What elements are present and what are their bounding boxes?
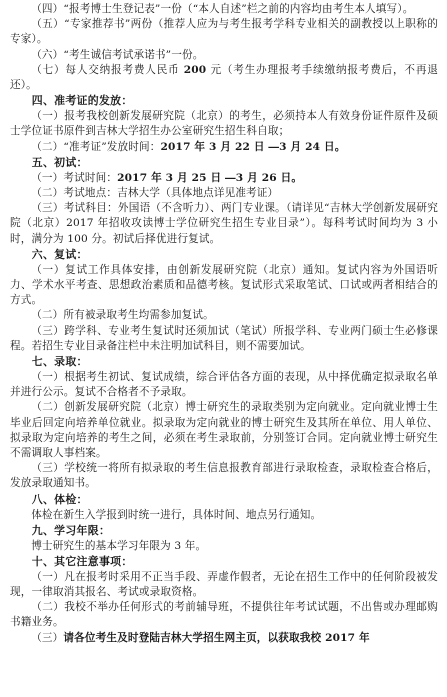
para-item-5: （五）“专家推荐书”两份（推荐人应为与考生报考学科专业相关的副教授以上职称的专家）。	[10, 18, 438, 46]
para-text: （二）“准考证”发放时间：	[31, 140, 161, 153]
para-retest-2: （二）所有被录取考生均需参加复试。	[31, 309, 214, 322]
section-heading-8: 八、体检：	[31, 492, 88, 506]
para-item-6: （六）“考生诚信考试承诺书”一份。	[31, 48, 204, 61]
para-item-7	[10, 63, 438, 93]
para-admission-2	[10, 140, 438, 155]
para-item-4: （四）“报考博士生登记表”一份（“本人自述”栏之前的内容均由考生本人填写）。	[31, 3, 414, 15]
section-heading-4: 四、准考证的发放：	[31, 94, 133, 108]
para-enroll-2: （二）创新发展研究院（北京）博士研究生的录取类别为定向就业。定向就业博士生毕业后回定向培养单位就业。拟录取为定向就业的博士研究生及其所在单位、用人单位、拟录取为定向培养的考生之间，必须在考生录取前，分别签订合同。定向就业博士研究生不需调取人事档案。	[10, 401, 438, 459]
para-exam-time	[10, 171, 438, 186]
para-duration: 博士研究生的基本学习年限为 3 年。	[31, 539, 207, 552]
section-heading-9: 九、学习年限：	[31, 523, 111, 537]
para-notes-1: （一）凡在报考时采用不正当手段、弄虚作假者，无论在招生工作中的任何阶段被发现，一律取消其报名、考试或录取资格。	[10, 570, 438, 599]
section-heading-7: 七、录取：	[31, 355, 88, 369]
para-text: （一）考试时间：	[31, 171, 118, 184]
para-exam-place: （二）考试地点：吉林大学（具体地点详见准考证）	[31, 186, 279, 199]
para-notes-2: （二）我校不举办任何形式的考前辅导班，不提供往年考试试题，不出售或办理邮购书籍业务。	[10, 601, 438, 629]
para-enroll-3: （三）学校统一将所有拟录取的考生信息报教育部进行录取检查，录取检查合格后，发放录取通知书。	[10, 462, 438, 490]
section-heading-6: 六、复试：	[31, 247, 88, 261]
para-enroll-1: （一）根据考生初试、复试成绩，综合评估各方面的表现，从中择优确定拟录取名单并进行公示。复试不合格者不予录取。	[10, 370, 438, 399]
para-physical: 体检在新生入学报到时统一进行，具体时间、地点另行通知。	[31, 508, 322, 521]
exam-dates: 2017 年 3 月 25 日 ―3 月 26 日。	[117, 171, 303, 184]
para-admission-1: （一）报考我校创新发展研究院（北京）的考生，必须持本人有效身份证件原件及硕士学位证书原件到吉林大学招生办公室研究生招生科自取；	[10, 110, 438, 138]
section-heading-5: 五、初试：	[31, 155, 88, 169]
para-text: （三）	[31, 631, 64, 644]
website-notice: 请各位考生及时登陆吉林大学招生网主页，以获取我校 2017 年	[63, 631, 370, 644]
fee-amount: 200	[183, 63, 207, 76]
section-heading-10: 十、其它注意事项：	[31, 555, 133, 569]
para-notes-3	[10, 631, 438, 646]
issue-dates: 2017 年 3 月 22 日 ―3 月 24 日。	[160, 140, 346, 153]
para-text: 元（考生办理报考手续缴纳报考费后，不再退还）。	[10, 63, 438, 92]
para-exam-subjects: （三）考试科目：外国语（不含听力）、两门专业课。（请详见“吉林大学创新发展研究院（北京）2017 年招收攻读博士学位研究生招生专业目录”）。每科考试时间均为 3 小时，满分为 100 分。初试后择优进行复试。	[10, 202, 438, 245]
para-retest-3: （三）跨学科、专业考生复试时还须加试（笔试）所报学科、专业两门硕士生必修课程。若招生专业目录备注栏中未注明加试科目，则不需要加试。	[10, 324, 438, 352]
para-retest-1: （一）复试工作具体安排，由创新发展研究院（北京）通知。复试内容为外国语听力、学术水平考查、思想政治素质和品德考核。复试形式采取笔试、口试或两者相结合的方式。	[10, 263, 438, 307]
para-text: （七）每人交纳报考费人民币	[31, 63, 184, 76]
